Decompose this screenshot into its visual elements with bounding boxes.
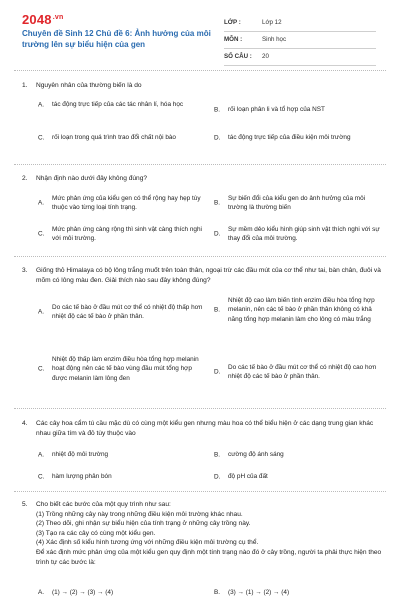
option-d[interactable] [214, 133, 364, 142]
question-text: Giống thỏ Himalaya có bộ lông trắng muốt trên toàn thân, ngoại trừ các đầu mút của cơ thể như tai, bàn chân, đuôi và mõm có lông màu đen. Giải thích nào sau đây không đúng? [36, 267, 381, 284]
question-text [36, 500, 384, 567]
option-label: B. [214, 199, 221, 207]
option-b[interactable] [214, 105, 384, 114]
option-label: C. [38, 230, 45, 238]
option-a[interactable] [38, 303, 204, 322]
logo-suffix: .vn [52, 13, 64, 21]
option-c[interactable] [38, 355, 204, 383]
divider [14, 408, 386, 409]
meta-key: MÔN : [224, 31, 256, 48]
option-label: A. [38, 589, 45, 596]
option-a[interactable] [38, 100, 198, 109]
option-text: tác động trực tiếp của các tác nhân lí, hóa học [52, 101, 184, 108]
option-text: độ pH của đất [228, 473, 268, 480]
question-step: (4) Xác định số kiểu hình tương ứng với những điều kiện môi trường cụ thể. [36, 539, 259, 547]
option-b[interactable] [214, 194, 380, 213]
option-b[interactable] [214, 588, 380, 597]
meta-key: LỚP : [224, 14, 256, 31]
question-step: (3) Tạo ra các cây có cùng một kiểu gen. [36, 529, 156, 537]
document-meta-table [224, 14, 376, 66]
question-number: 1. [22, 82, 28, 89]
option-label: B. [214, 306, 221, 314]
question-number: 2. [22, 175, 28, 182]
question-text: Nhận định nào dưới đây không đúng? [36, 175, 148, 182]
option-label: A. [38, 199, 45, 207]
question-number: 5. [22, 501, 28, 508]
option-a[interactable] [38, 194, 210, 213]
question-5 [22, 500, 384, 567]
option-a[interactable] [38, 588, 204, 597]
document-title: Chuyên đề Sinh 12 Chủ đề 6: Ảnh hưởng của môi trường lên sự biểu hiện của gen [22, 29, 211, 49]
question-3 [22, 266, 384, 285]
option-label: A. [38, 101, 45, 108]
question-4 [22, 419, 384, 438]
option-label: D. [214, 230, 221, 238]
option-text: tác động trực tiếp của điều kiện môi trường [228, 134, 351, 141]
question-2 [22, 174, 384, 184]
option-text: (1) → (2) → (3) → (4) [52, 589, 114, 596]
logo-text: 2048 [22, 12, 52, 27]
site-logo[interactable] [22, 12, 63, 27]
option-text: Sự mềm dẻo kiểu hình giúp sinh vật thích nghi với sự thay đổi của môi trường. [228, 226, 380, 243]
option-text: cường độ ánh sáng [228, 451, 284, 458]
option-d[interactable] [214, 225, 380, 244]
divider [14, 256, 386, 257]
meta-row-count [224, 48, 376, 65]
meta-row-class [224, 14, 376, 31]
option-label: D. [214, 473, 221, 480]
question-intro: Cho biết các bước của một quy trình như sau: [36, 501, 171, 508]
option-d[interactable] [214, 472, 380, 481]
option-a[interactable] [38, 450, 204, 459]
option-c[interactable] [38, 472, 204, 481]
option-d[interactable] [214, 363, 380, 382]
option-label: C. [38, 134, 45, 141]
question-text: Nguyên nhân của thường biến là do [36, 82, 142, 89]
option-text: rối loạn phân li và tổ hợp của NST [228, 106, 325, 113]
option-c[interactable] [38, 133, 198, 142]
divider [14, 70, 386, 71]
option-text: nhiệt độ môi trường [52, 451, 109, 458]
meta-value: Sinh học [256, 31, 376, 48]
question-prompt: Để xác định mức phản ứng của một kiểu gen quy định một tính trạng nào đó ở cây trồng, người ta phải thực hiện theo trình tự các bước là: [36, 548, 382, 566]
option-text: Do các tế bào ở đầu mút cơ thể có nhiệt độ cao hơn nhiệt độ các tế bào ở phần thân. [228, 364, 377, 381]
option-text: Do các tế bào ở đầu mút cơ thể có nhiệt độ thấp hơn nhiệt độ các tế bào ở phần thân. [52, 304, 203, 321]
option-text: Mức phản ứng của kiểu gen có thể rộng hay hẹp tùy thuộc vào từng loại tính trạng. [52, 195, 201, 212]
question-number: 3. [22, 267, 28, 274]
question-number: 4. [22, 420, 28, 427]
option-label: C. [38, 365, 45, 373]
question-1 [22, 81, 384, 91]
divider [14, 491, 386, 492]
option-c[interactable] [38, 225, 210, 244]
meta-key: SỐ CÂU : [224, 48, 256, 65]
meta-value: Lớp 12 [256, 14, 376, 31]
option-label: A. [38, 451, 45, 458]
option-label: B. [214, 589, 221, 596]
option-text: Sự biến đổi của kiểu gen do ảnh hưởng của môi trường là thường biến [228, 195, 366, 212]
option-text: hàm lượng phân bón [52, 473, 112, 480]
document-header [0, 0, 400, 62]
option-text: (3) → (1) → (2) → (4) [228, 589, 290, 596]
option-label: B. [214, 106, 221, 113]
option-label: C. [38, 473, 45, 480]
option-label: D. [214, 368, 221, 376]
option-label: D. [214, 134, 221, 141]
option-label: B. [214, 451, 221, 458]
divider [14, 164, 386, 165]
question-step: (1) Trồng những cây này trong những điều kiện môi trường khác nhau. [36, 510, 243, 518]
meta-value: 20 [256, 48, 376, 65]
option-text: Nhiệt độ cao làm biến tính enzim điều hòa tổng hợp melanin, nên các tế bào ở phần thân không có khả năng tổng hợp melanin làm cho lông có màu trắng [228, 297, 375, 323]
option-b[interactable] [214, 296, 380, 324]
option-text: Nhiệt độ thấp làm enzim điều hòa tổng hợp melanin hoạt động nên các tế bào vùng đầu mút tổng hợp được melanin làm lông đen [52, 356, 199, 382]
question-text: Các cây hoa cẩm tú cầu mặc dù có cùng một kiểu gen nhưng màu hoa có thể biểu hiện ở các dạng trung gian khác nhau giữa tím và đỏ tùy thuộc vào [36, 420, 374, 437]
option-text: Mức phản ứng càng rộng thì sinh vật càng thích nghi với môi trường. [52, 226, 202, 243]
meta-row-subject [224, 31, 376, 48]
option-text: rối loạn trong quá trình trao đổi chất nội bào [52, 134, 176, 141]
option-b[interactable] [214, 450, 380, 459]
question-step: (2) Theo dõi, ghi nhận sự biểu hiện của tính trạng ở những cây trồng này. [36, 520, 251, 528]
option-label: A. [38, 308, 45, 316]
